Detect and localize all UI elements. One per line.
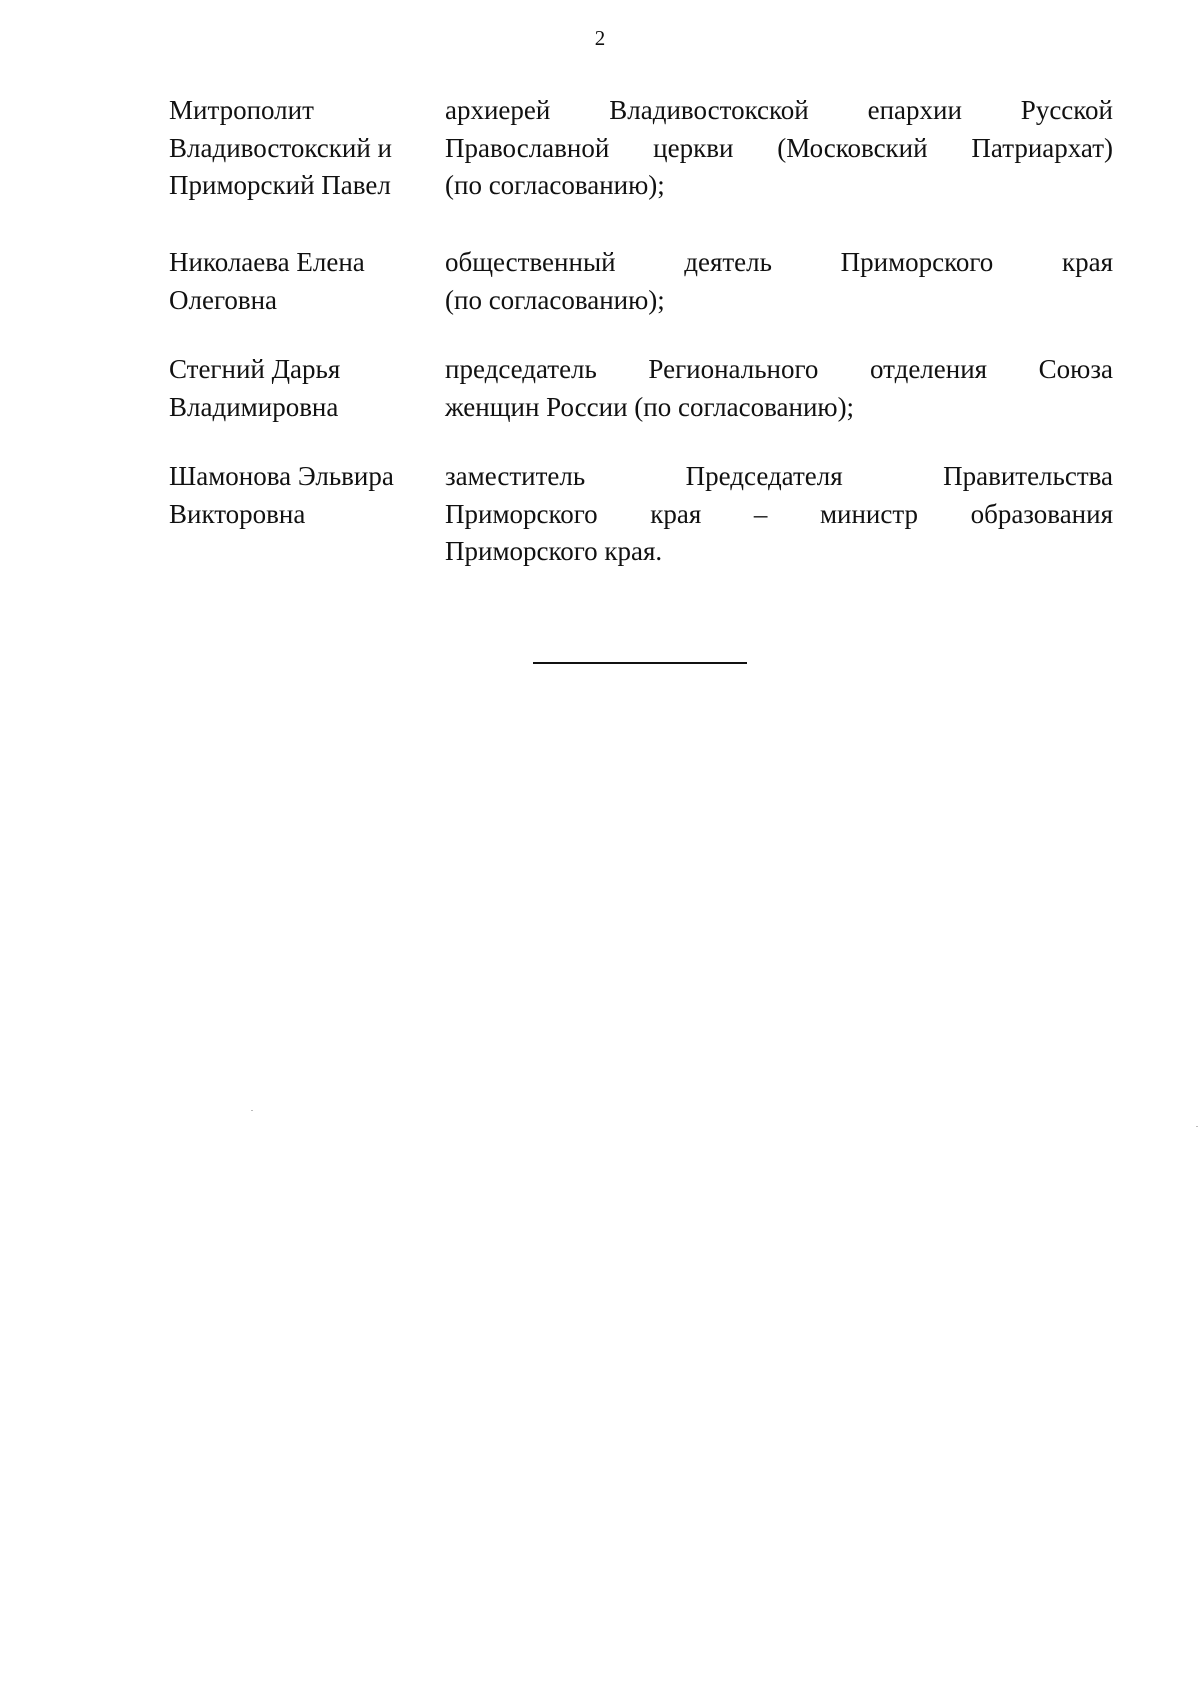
page-number: 2: [594, 26, 606, 50]
member-role: [445, 244, 1113, 319]
member-name: [169, 244, 429, 319]
member-role-line: архиерей Владивостокской епархии Русской: [445, 95, 1113, 125]
member-role-line: женщин России (по согласованию);: [445, 391, 855, 422]
member-name: [169, 92, 429, 205]
member-name-line: Николаева Елена: [169, 247, 365, 277]
member-role-line: (по согласованию);: [445, 284, 665, 315]
member-role-line: (по согласованию);: [445, 170, 665, 200]
member-name-line: Митрополит: [169, 95, 314, 125]
closing-rule: [533, 662, 747, 664]
member-role-line: председатель Регионального отделения Союза: [445, 354, 1113, 384]
member-name-line: Приморский Павел: [169, 170, 391, 200]
member-role-line: общественный деятель Приморского края: [445, 247, 1113, 277]
member-name: [169, 458, 429, 533]
member-name-line: Викторовна: [169, 498, 306, 529]
member-role: [445, 92, 1113, 205]
member-role: [445, 458, 1113, 571]
member-role-line: Приморского края.: [445, 536, 663, 566]
member-name: [169, 351, 429, 426]
member-name-line: Шамонова Эльвира: [169, 461, 394, 491]
member-role-line: Православной церкви (Московский Патриархат): [445, 132, 1113, 163]
member-name-line: Стегний Дарья: [169, 354, 341, 384]
member-name-line: Владимировна: [169, 391, 339, 422]
scan-speck: [251, 1110, 253, 1111]
member-role-line: заместитель Председателя Правительства: [445, 461, 1113, 491]
member-role-line: Приморского края – министр образования: [445, 498, 1113, 529]
member-name-line: Владивостокский и: [169, 132, 392, 163]
scan-speck: [1196, 1126, 1198, 1127]
member-role: [445, 351, 1113, 426]
member-name-line: Олеговна: [169, 284, 278, 315]
